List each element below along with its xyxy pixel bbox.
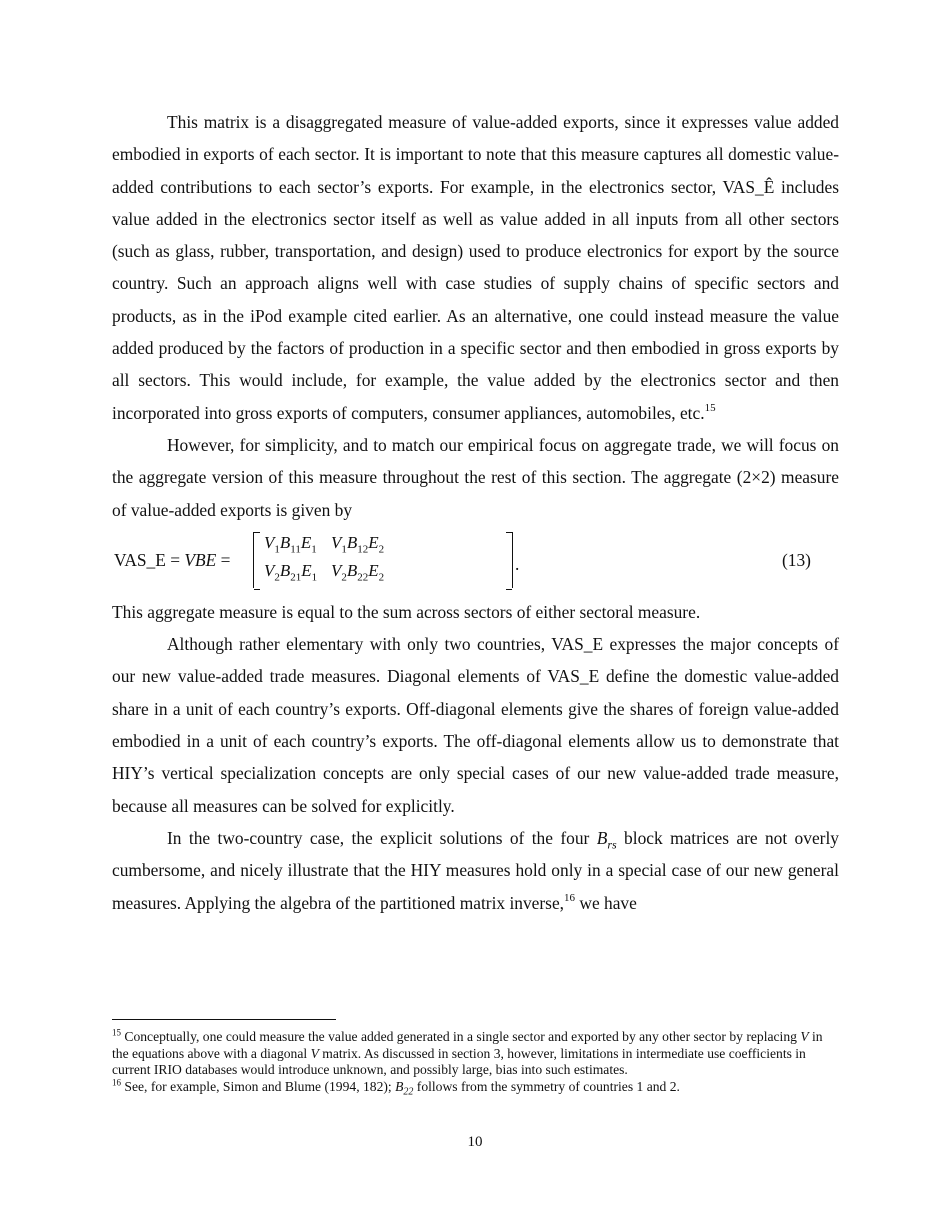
main-text	[112, 106, 839, 919]
footnote-ref-15[interactable]: 15	[704, 401, 716, 414]
footnotes	[112, 1029, 839, 1096]
matrix-cell-21: $V_2B_{21}E_1$	[264, 560, 318, 584]
footnote-16: $^{16}$ See, for example, Simon and Blume (1994, 182); $B_{22}$ follows from the symmetry of countries 1 and 2.	[112, 1077, 680, 1098]
inline-symbol: VAS_Ê	[722, 176, 775, 197]
footnote-15: $^{15}$ Conceptually, one could measure the value added generated in a single sector and exported by any other sector by replacing V in the equations above with a diagonal V matrix. As discussed in section 3, however, limitations in intermediate use coefficients in current IRIO databases would introduce unknown, and possibly large, bias into such estimates.	[112, 1027, 823, 1078]
paragraph-text: This matrix is a disaggregated measure of value-added exports, since it expresses value added embodied in exports of each sector. It is important to note that this measure captures all domestic value-added contributions to each sector’s exports. For example, in the electronics sector,	[112, 112, 839, 197]
equation-period: .	[515, 553, 520, 574]
paragraph-1	[112, 106, 839, 429]
paragraph-5: In the two-country case, the explicit solutions of the four $B_{rs}$ block matrices are not overly cumbersome, and nicely illustrate that the HIY measures hold only in a special case of our new general measures. Applying the algebra of the partitioned matrix inverse,$^{16}$ we have	[112, 827, 839, 913]
equation-matrix	[253, 532, 513, 588]
paragraph-3: This aggregate measure is equal to the sum across sectors of either sectoral measure.	[112, 601, 701, 622]
page-number: 10	[467, 1134, 483, 1150]
matrix-cell-22: $V_2B_{22}E_2$	[331, 560, 385, 584]
matrix-cell-11: $V_1B_{11}E_1$	[264, 532, 317, 556]
paragraph-text: includes value added in the electronics sector itself as well as value added in all inputs from all other sectors (such as glass, rubber, transportation, and design) used to produce electronics for export by the source country. Such an approach aligns well with case studies of supply chains of specific sectors and products, as in the iPod example cited earlier. As an alternative, one could instead measure the value added produced by the factors of production in a specific sector and then embodied in gross exports by all sectors. This would include, for example, the value added by the electronics sector and then incorporated into gross exports of computers, consumer appliances, automobiles, etc.	[112, 176, 839, 423]
equation-number: (13)	[782, 549, 811, 570]
paragraph-4: Although rather elementary with only two countries, VAS_E expresses the major concepts of our new value-added trade measures. Diagonal elements of VAS_E define the domestic value-added share in a unit of each country’s exports. Off-diagonal elements give the shares of foreign value-added embodied in a unit of each country’s exports. The off-diagonal elements allow us to demonstrate that HIY’s vertical specialization concepts are only special cases of our new value-added trade measure, because all measures can be solved for explicitly.	[112, 634, 839, 816]
inline-symbol: B	[596, 827, 608, 848]
equation-13	[112, 532, 839, 592]
equation-lhs: VAS_E = VBE =	[114, 549, 231, 570]
paragraph-2: However, for simplicity, and to match our empirical focus on aggregate trade, we will focus on the aggregate version of this measure throughout the rest of this section. The aggregate (2×2) measure of value-added exports is given by	[112, 434, 839, 520]
footnote-divider	[112, 1019, 336, 1020]
matrix-cell-12: $V_1B_{12}E_2$	[331, 532, 385, 556]
footnote-ref-16[interactable]: 16	[564, 891, 576, 904]
